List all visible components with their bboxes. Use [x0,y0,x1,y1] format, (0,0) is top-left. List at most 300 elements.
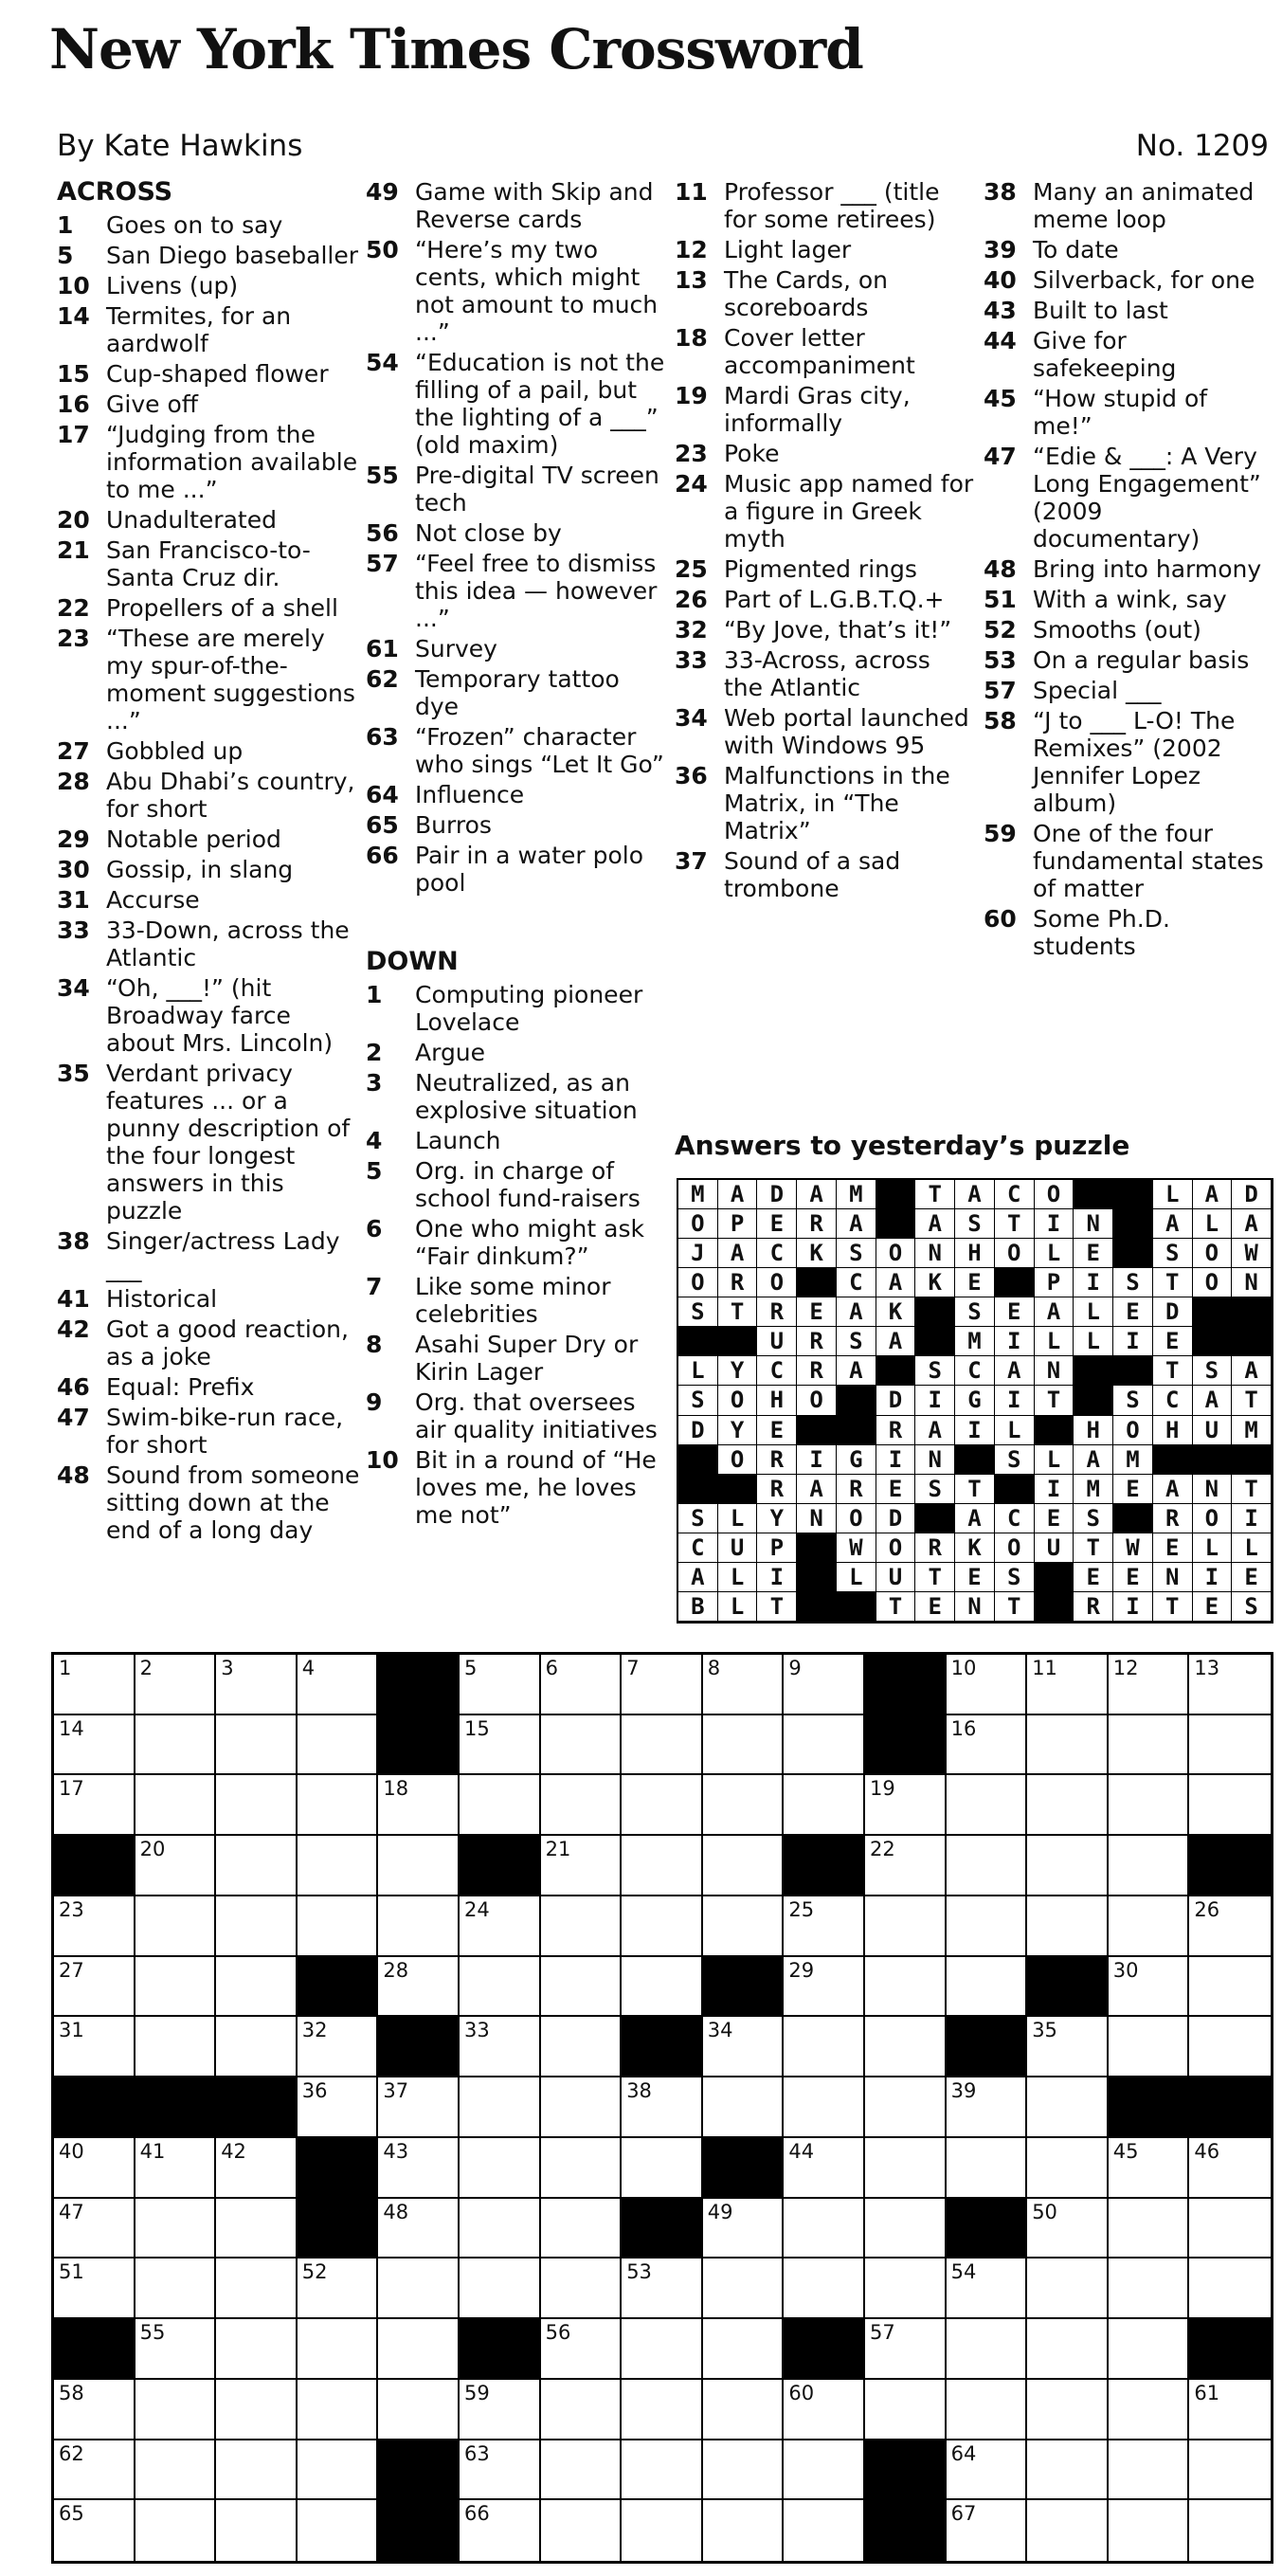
grid-cell[interactable] [135,1715,217,1776]
answer-cell: T [915,1180,955,1209]
grid-cell[interactable] [460,2199,541,2259]
across-clue-30[interactable] [57,856,360,883]
grid-cell[interactable] [622,2259,703,2319]
grid-cell[interactable] [947,1655,1028,1715]
grid-cell[interactable] [460,1957,541,2018]
answer-cell: E [757,1416,797,1445]
down-clue-24[interactable] [675,470,976,553]
grid-cell[interactable] [784,1896,865,1957]
across-clue-65[interactable] [366,811,667,839]
grid-cell[interactable] [135,2199,217,2259]
grid-cell[interactable] [784,1655,865,1715]
down-clue-18[interactable] [675,324,976,379]
down-heading: DOWN [366,947,459,976]
down-clue-36[interactable] [675,762,976,844]
grid-cell[interactable] [622,2138,703,2199]
down-clue-4[interactable] [366,1127,667,1154]
grid-cell[interactable] [541,2500,623,2561]
grid-cell[interactable] [865,2259,947,2319]
grid-cell[interactable] [460,2259,541,2319]
grid-cell[interactable] [54,2259,135,2319]
grid-cell[interactable] [784,2259,865,2319]
grid-cell[interactable] [135,2138,217,2199]
grid-cell[interactable] [216,2500,298,2561]
across-clue-41[interactable] [57,1285,360,1313]
down-clue-12[interactable] [675,236,976,263]
grid-cell[interactable] [460,1715,541,1776]
grid-cell[interactable] [541,1775,623,1836]
grid-cell[interactable] [1109,2017,1190,2077]
across-clue-50[interactable] [366,236,667,346]
grid-cell[interactable] [216,1775,298,1836]
down-clue-44[interactable] [984,327,1273,382]
grid-cell[interactable] [622,2380,703,2440]
grid-cell[interactable] [865,1775,947,1836]
grid-cell[interactable] [135,2259,217,2319]
grid-cell[interactable] [1027,2199,1109,2259]
down-clue-57[interactable] [984,677,1273,704]
grid-cell[interactable] [378,2319,460,2380]
grid-cell[interactable] [784,2138,865,2199]
grid-cell[interactable] [1109,1715,1190,1776]
grid-cell[interactable] [1027,1775,1109,1836]
grid-cell[interactable] [378,2138,460,2199]
across-clue-42[interactable] [57,1315,360,1370]
grid-cell[interactable] [378,1957,460,2018]
answer-cell: E [797,1297,837,1327]
grid-cell[interactable] [54,2138,135,2199]
grid-cell[interactable] [865,1836,947,1896]
grid-cell[interactable] [784,2380,865,2440]
grid-cell[interactable] [1027,2077,1109,2138]
grid-cell[interactable] [784,1957,865,2018]
grid-cell[interactable] [298,2017,379,2077]
across-clue-14[interactable] [57,302,360,357]
grid-cell[interactable] [1109,2199,1190,2259]
grid-cell[interactable] [216,2017,298,2077]
across-clue-21[interactable] [57,536,360,591]
answer-cell: C [757,1356,797,1386]
grid-cell[interactable] [298,2440,379,2501]
grid-cell[interactable] [216,1655,298,1715]
grid-cell[interactable] [1189,2440,1271,2501]
grid-cell[interactable] [541,1836,623,1896]
grid-cell[interactable] [378,1775,460,1836]
grid-cell[interactable] [947,2319,1028,2380]
grid-cell[interactable] [947,1775,1028,1836]
grid-cell[interactable] [703,2440,785,2501]
grid-cell[interactable] [1189,2500,1271,2561]
down-clue-34[interactable] [675,704,976,759]
grid-cell[interactable] [298,2380,379,2440]
down-clue-32[interactable] [675,616,976,644]
grid-cell[interactable] [460,2077,541,2138]
across-clue-10[interactable] [57,272,360,299]
down-clue-25[interactable] [675,555,976,583]
grid-cell[interactable] [1109,2380,1190,2440]
down-clue-7[interactable] [366,1273,667,1328]
grid-cell[interactable] [865,2380,947,2440]
across-clue-38[interactable] [57,1227,360,1282]
grid-cell[interactable] [947,2500,1028,2561]
grid-cell[interactable] [703,2199,785,2259]
grid-cell[interactable] [703,1715,785,1776]
across-clue-61[interactable] [366,635,667,662]
down-clue-33[interactable] [675,646,976,701]
grid-cell[interactable] [1027,1836,1109,1896]
grid-cell[interactable] [947,1836,1028,1896]
cell-number: 31 [59,2019,84,2042]
grid-cell[interactable] [135,2017,217,2077]
clue-number: 1 [57,211,74,239]
down-clue-37[interactable] [675,847,976,902]
grid-cell[interactable] [135,2380,217,2440]
down-clue-53[interactable] [984,646,1273,674]
across-clue-23[interactable] [57,625,360,735]
grid-block [703,1957,785,2018]
grid-cell[interactable] [865,2017,947,2077]
grid-cell[interactable] [1189,2138,1271,2199]
grid-cell[interactable] [541,1896,623,1957]
answer-cell: S [995,1563,1035,1592]
grid-cell[interactable] [216,2138,298,2199]
grid-cell[interactable] [541,2319,623,2380]
clue-number: 33 [57,916,90,944]
down-clue-8[interactable] [366,1331,667,1386]
clue-number: 18 [675,324,708,352]
grid-cell[interactable] [1189,2259,1271,2319]
grid-cell[interactable] [947,2440,1028,2501]
grid-cell[interactable] [541,1957,623,2018]
down-clue-60[interactable] [984,905,1273,960]
across-clue-31[interactable] [57,886,360,914]
grid-cell[interactable] [865,2077,947,2138]
down-clue-3[interactable] [366,1069,667,1124]
across-clue-63[interactable] [366,723,667,778]
down-clue-26[interactable] [675,586,976,613]
grid-cell[interactable] [1109,1836,1190,1896]
grid-cell[interactable] [54,1715,135,1776]
grid-cell[interactable] [1027,2440,1109,2501]
grid-cell[interactable] [54,1775,135,1836]
down-clue-48[interactable] [984,555,1273,583]
grid-cell[interactable] [784,2077,865,2138]
grid-cell[interactable] [135,1896,217,1957]
grid-cell[interactable] [1109,1655,1190,1715]
grid-cell[interactable] [54,2500,135,2561]
grid-cell[interactable] [1027,2319,1109,2380]
grid-cell[interactable] [216,2319,298,2380]
grid-cell[interactable] [622,2500,703,2561]
grid-cell[interactable] [541,1655,623,1715]
across-clue-20[interactable] [57,506,360,534]
grid-cell[interactable] [541,2440,623,2501]
grid-cell[interactable] [216,2259,298,2319]
grid-cell[interactable] [1189,2199,1271,2259]
grid-cell[interactable] [703,1896,785,1957]
grid-cell[interactable] [298,1775,379,1836]
across-clue-47[interactable] [57,1404,360,1459]
grid-cell[interactable] [703,1836,785,1896]
grid-cell[interactable] [1109,1775,1190,1836]
grid-cell[interactable] [865,1896,947,1957]
grid-cell[interactable] [460,1775,541,1836]
grid-cell[interactable] [54,2199,135,2259]
grid-cell[interactable] [216,1836,298,1896]
grid-cell[interactable] [622,1836,703,1896]
grid-cell[interactable] [703,1655,785,1715]
grid-cell[interactable] [784,1775,865,1836]
grid-cell[interactable] [135,2440,217,2501]
answer-cell: R [797,1356,837,1386]
answer-cell: S [1153,1239,1193,1268]
down-clue-51[interactable] [984,586,1273,613]
down-clue-1[interactable] [366,981,667,1036]
grid-cell[interactable] [135,2319,217,2380]
grid-cell[interactable] [1027,1896,1109,1957]
down-clue-9[interactable] [366,1388,667,1443]
grid-cell[interactable] [1109,2319,1190,2380]
grid-cell[interactable] [1189,1715,1271,1776]
grid-cell[interactable] [541,2259,623,2319]
across-clue-34[interactable] [57,974,360,1057]
grid-cell[interactable] [865,2138,947,2199]
down-clue-38[interactable] [984,178,1273,233]
grid-cell[interactable] [54,2440,135,2501]
grid-cell[interactable] [1027,2138,1109,2199]
grid-cell[interactable] [622,1957,703,2018]
across-clue-62[interactable] [366,665,667,720]
across-clue-17[interactable] [57,421,360,503]
clue-number: 53 [984,646,1017,674]
across-clue-33[interactable] [57,916,360,971]
grid-cell[interactable] [460,1896,541,1957]
grid-cell[interactable] [703,2077,785,2138]
down-clue-52[interactable] [984,616,1273,644]
down-clue-5[interactable] [366,1157,667,1212]
grid-cell[interactable] [216,2380,298,2440]
grid-cell[interactable] [298,1655,379,1715]
clue-text: Smooths (out) [1033,616,1201,644]
grid-cell[interactable] [947,1896,1028,1957]
grid-cell[interactable] [54,2017,135,2077]
grid-cell[interactable] [703,2500,785,2561]
grid-cell[interactable] [541,2199,623,2259]
grid-cell[interactable] [865,1957,947,2018]
grid-cell[interactable] [135,2500,217,2561]
grid-cell[interactable] [216,1957,298,2018]
grid-cell[interactable] [1027,2500,1109,2561]
down-clue-11[interactable] [675,178,976,233]
across-clue-66[interactable] [366,842,667,897]
answer-cell: N [915,1239,955,1268]
grid-cell[interactable] [460,2380,541,2440]
grid-cell[interactable] [216,2440,298,2501]
across-clue-46[interactable] [57,1373,360,1401]
across-clue-55[interactable] [366,462,667,517]
across-clue-27[interactable] [57,737,360,765]
grid-cell[interactable] [1027,1715,1109,1776]
clue-text: “Edie & ___: A Very Long Engagement” (2009 documentary) [1033,443,1261,553]
down-clue-39[interactable] [984,236,1273,263]
clue-column-1 [57,178,360,1547]
grid-cell[interactable] [1027,2017,1109,2077]
grid-cell[interactable] [216,2199,298,2259]
grid-cell[interactable] [784,1715,865,1776]
across-clue-48[interactable] [57,1461,360,1544]
grid-cell[interactable] [703,2380,785,2440]
grid-cell[interactable] [378,2077,460,2138]
clue-number: 66 [366,842,399,869]
across-clue-64[interactable] [366,781,667,808]
answer-cell: T [1153,1592,1193,1622]
grid-cell[interactable] [378,1836,460,1896]
grid-cell[interactable] [135,1957,217,2018]
grid-cell[interactable] [298,1715,379,1776]
grid-cell[interactable] [1189,2017,1271,2077]
grid-cell[interactable] [541,2077,623,2138]
grid-cell[interactable] [947,1715,1028,1776]
grid-cell[interactable] [541,2138,623,2199]
across-clue-49[interactable] [366,178,667,233]
answer-cell: I [1232,1504,1272,1533]
down-clue-59[interactable] [984,820,1273,902]
grid-cell[interactable] [460,1655,541,1715]
grid-cell[interactable] [865,2199,947,2259]
grid-block [378,1715,460,1776]
grid-cell[interactable] [298,2500,379,2561]
across-clue-54[interactable] [366,349,667,459]
answer-block [1113,1504,1153,1533]
grid-cell[interactable] [1027,2380,1109,2440]
grid-cell[interactable] [622,2077,703,2138]
grid-cell[interactable] [298,2077,379,2138]
grid-cell[interactable] [1027,2259,1109,2319]
grid-cell[interactable] [460,2500,541,2561]
grid-cell[interactable] [541,2017,623,2077]
answer-cell: U [757,1327,797,1356]
across-clue-29[interactable] [57,825,360,853]
grid-cell[interactable] [1189,1896,1271,1957]
grid-cell[interactable] [135,1775,217,1836]
across-clue-1[interactable] [57,211,360,239]
down-clue-23[interactable] [675,440,976,467]
grid-cell[interactable] [54,1896,135,1957]
crossword-grid[interactable] [51,1652,1273,2564]
grid-cell[interactable] [378,2380,460,2440]
grid-cell[interactable] [135,1836,217,1896]
across-clue-16[interactable] [57,390,360,418]
grid-cell[interactable] [784,2500,865,2561]
grid-cell[interactable] [378,2259,460,2319]
grid-cell[interactable] [622,1775,703,1836]
answer-cell: R [797,1209,837,1239]
grid-block [865,1655,947,1715]
grid-cell[interactable] [622,1715,703,1776]
grid-cell[interactable] [1109,2259,1190,2319]
across-clue-22[interactable] [57,594,360,622]
grid-cell[interactable] [865,2319,947,2380]
down-clue-19[interactable] [675,382,976,437]
grid-cell[interactable] [947,2138,1028,2199]
grid-cell[interactable] [784,2199,865,2259]
grid-cell[interactable] [622,1896,703,1957]
down-clue-6[interactable] [366,1215,667,1270]
grid-cell[interactable] [1189,2380,1271,2440]
grid-cell[interactable] [947,2077,1028,2138]
grid-cell[interactable] [622,2440,703,2501]
grid-cell[interactable] [54,1655,135,1715]
grid-cell[interactable] [947,1957,1028,2018]
grid-cell[interactable] [947,2380,1028,2440]
down-clue-43[interactable] [984,297,1273,324]
grid-cell[interactable] [1189,1957,1271,2018]
clue-text: “Feel free to dismiss this idea — however ...” [415,550,658,632]
grid-cell[interactable] [1189,1775,1271,1836]
grid-cell[interactable] [1027,1655,1109,1715]
grid-cell[interactable] [460,2138,541,2199]
grid-cell[interactable] [298,2259,379,2319]
grid-cell[interactable] [378,1896,460,1957]
grid-cell[interactable] [216,1896,298,1957]
grid-cell[interactable] [784,2440,865,2501]
across-clue-56[interactable] [366,519,667,547]
grid-cell[interactable] [703,2259,785,2319]
across-clue-28[interactable] [57,768,360,823]
down-clue-47[interactable] [984,443,1273,553]
down-clue-40[interactable] [984,266,1273,294]
across-clue-5[interactable] [57,242,360,269]
grid-cell[interactable] [1109,1896,1190,1957]
down-clue-13[interactable] [675,266,976,321]
grid-cell[interactable] [703,2017,785,2077]
grid-cell[interactable] [1189,1655,1271,1715]
grid-cell[interactable] [460,2017,541,2077]
across-clue-57[interactable] [366,550,667,632]
grid-cell[interactable] [622,2319,703,2380]
across-clue-15[interactable] [57,360,360,388]
grid-cell[interactable] [54,2380,135,2440]
grid-cell[interactable] [622,1655,703,1715]
grid-cell[interactable] [54,1957,135,2018]
grid-cell[interactable] [703,2319,785,2380]
grid-cell[interactable] [1109,2500,1190,2561]
grid-cell[interactable] [135,1655,217,1715]
grid-cell[interactable] [298,1896,379,1957]
clue-number: 6 [366,1215,383,1243]
down-clue-45[interactable] [984,385,1273,440]
grid-cell[interactable] [1109,1957,1190,2018]
grid-cell[interactable] [216,1715,298,1776]
grid-cell[interactable] [298,1836,379,1896]
grid-cell[interactable] [947,2259,1028,2319]
down-clue-2[interactable] [366,1039,667,1066]
across-clue-35[interactable] [57,1060,360,1225]
clue-number: 49 [366,178,399,206]
grid-cell[interactable] [541,1715,623,1776]
grid-cell[interactable] [784,2017,865,2077]
grid-cell[interactable] [541,2380,623,2440]
grid-cell[interactable] [703,1775,785,1836]
down-clue-58[interactable] [984,707,1273,817]
down-clue-10[interactable] [366,1446,667,1529]
grid-cell[interactable] [460,2440,541,2501]
grid-cell[interactable] [298,2319,379,2380]
clue-number: 51 [984,586,1017,613]
grid-cell[interactable] [378,2199,460,2259]
grid-cell[interactable] [1109,2138,1190,2199]
grid-cell[interactable] [1109,2440,1190,2501]
